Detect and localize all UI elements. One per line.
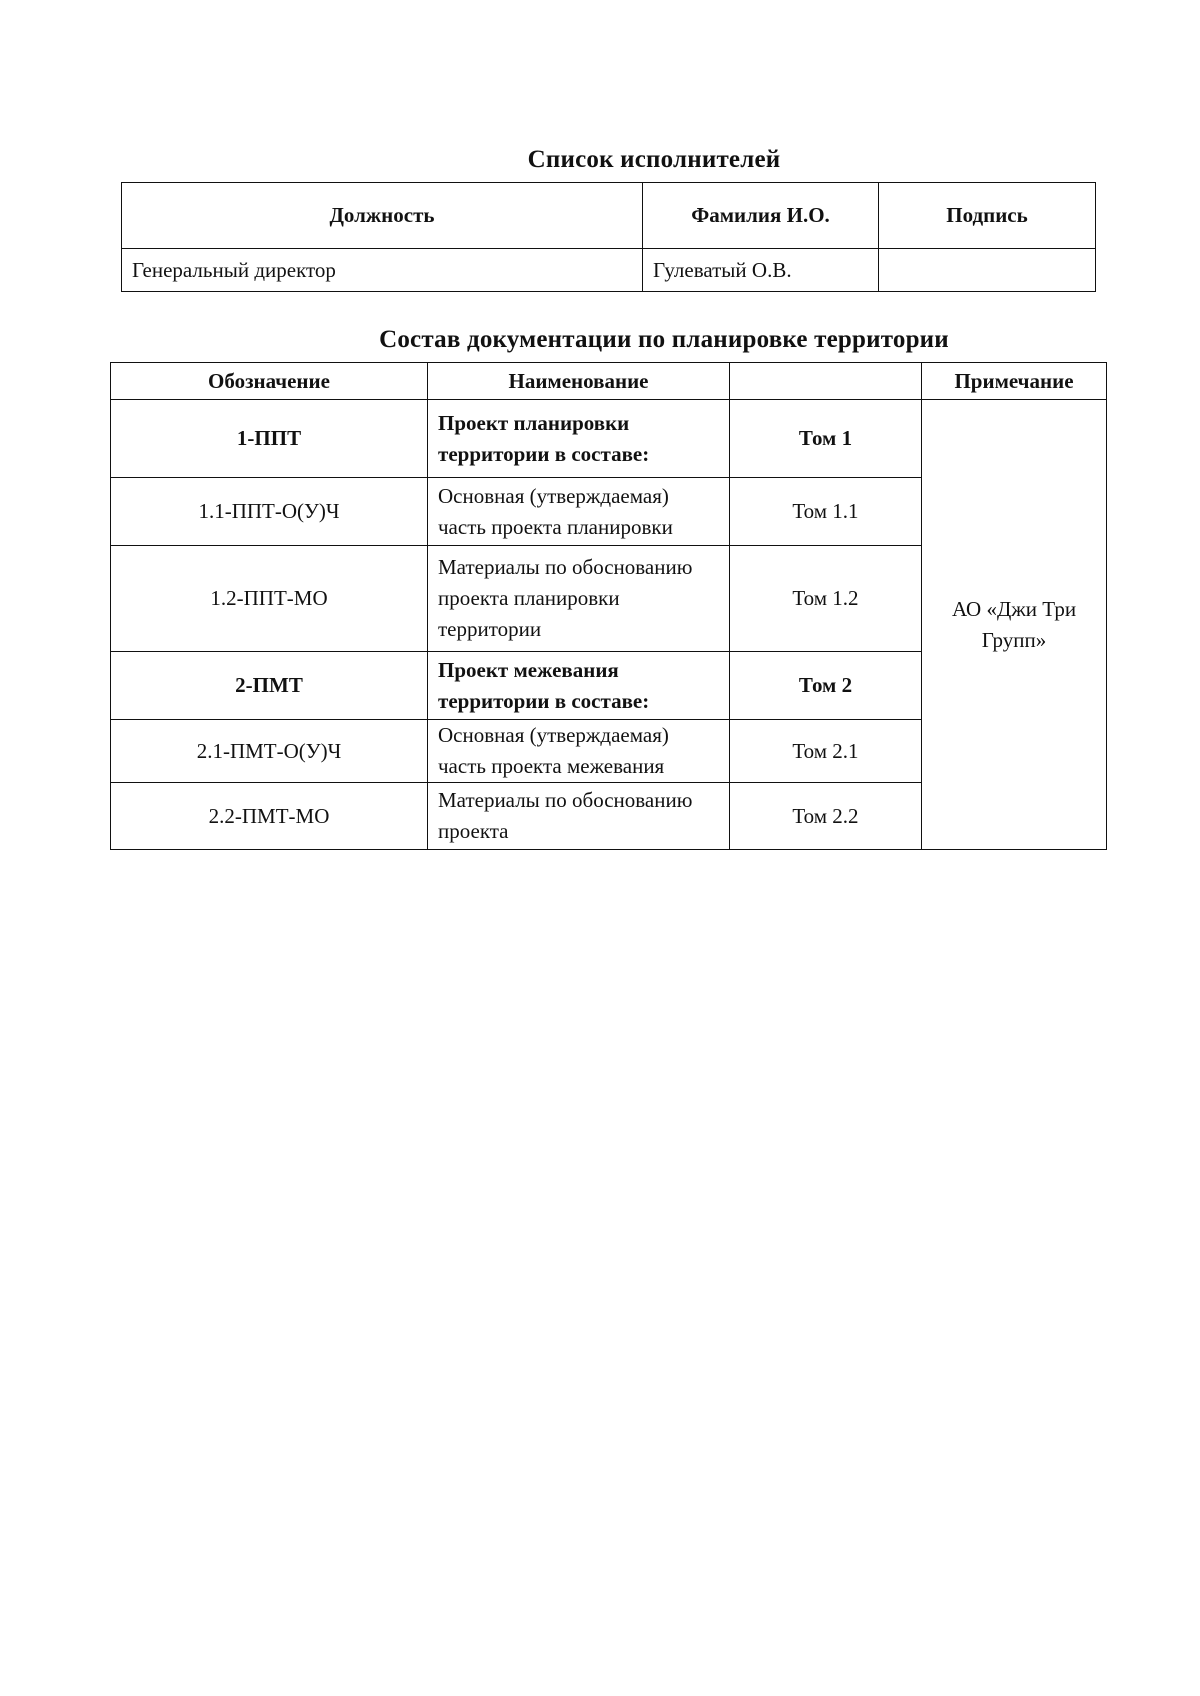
header-volume: [730, 363, 922, 400]
executors-header-row: [122, 183, 1096, 249]
doc-name: Основная (утверждаемая) часть проекта планировки: [428, 478, 730, 546]
doc-name: Проект межевания территории в составе:: [428, 652, 730, 720]
header-name: Фамилия И.О.: [643, 183, 879, 249]
executors-table: [121, 182, 1096, 292]
table-row: [122, 249, 1096, 292]
doc-volume: Том 2.1: [730, 720, 922, 783]
doc-volume: Том 1: [730, 400, 922, 478]
header-code: Обозначение: [111, 363, 428, 400]
executor-signature: [879, 249, 1096, 292]
doc-volume: Том 1.1: [730, 478, 922, 546]
documentation-table: [110, 362, 1107, 850]
doc-code: 1.2-ППТ-МО: [111, 546, 428, 652]
doc-code: 2.1-ПМТ-О(У)Ч: [111, 720, 428, 783]
doc-code: 1.1-ППТ-О(У)Ч: [111, 478, 428, 546]
doc-note: АО «Джи Три Групп»: [922, 400, 1107, 850]
executor-name: Гулеватый О.В.: [643, 249, 879, 292]
doc-name: Материалы по обоснованию проекта: [428, 783, 730, 850]
doc-volume: Том 1.2: [730, 546, 922, 652]
doc-code: 2.2-ПМТ-МО: [111, 783, 428, 850]
header-position: Должность: [122, 183, 643, 249]
doc-name: Материалы по обоснованию проекта планировки территории: [428, 546, 730, 652]
header-signature: Подпись: [879, 183, 1096, 249]
header-note: Примечание: [922, 363, 1107, 400]
executor-position: Генеральный директор: [122, 249, 643, 292]
doc-volume: Том 2: [730, 652, 922, 720]
documentation-title: Состав документации по планировке территории: [379, 326, 949, 353]
table-row: [111, 400, 1107, 478]
doc-code: 1-ППТ: [111, 400, 428, 478]
doc-code: 2-ПМТ: [111, 652, 428, 720]
doc-volume: Том 2.2: [730, 783, 922, 850]
executors-title: Список исполнителей: [527, 146, 781, 173]
doc-name: Проект планировки территории в составе:: [428, 400, 730, 478]
documentation-header-row: [111, 363, 1107, 400]
header-title: Наименование: [428, 363, 730, 400]
doc-name: Основная (утверждаемая) часть проекта межевания: [428, 720, 730, 783]
